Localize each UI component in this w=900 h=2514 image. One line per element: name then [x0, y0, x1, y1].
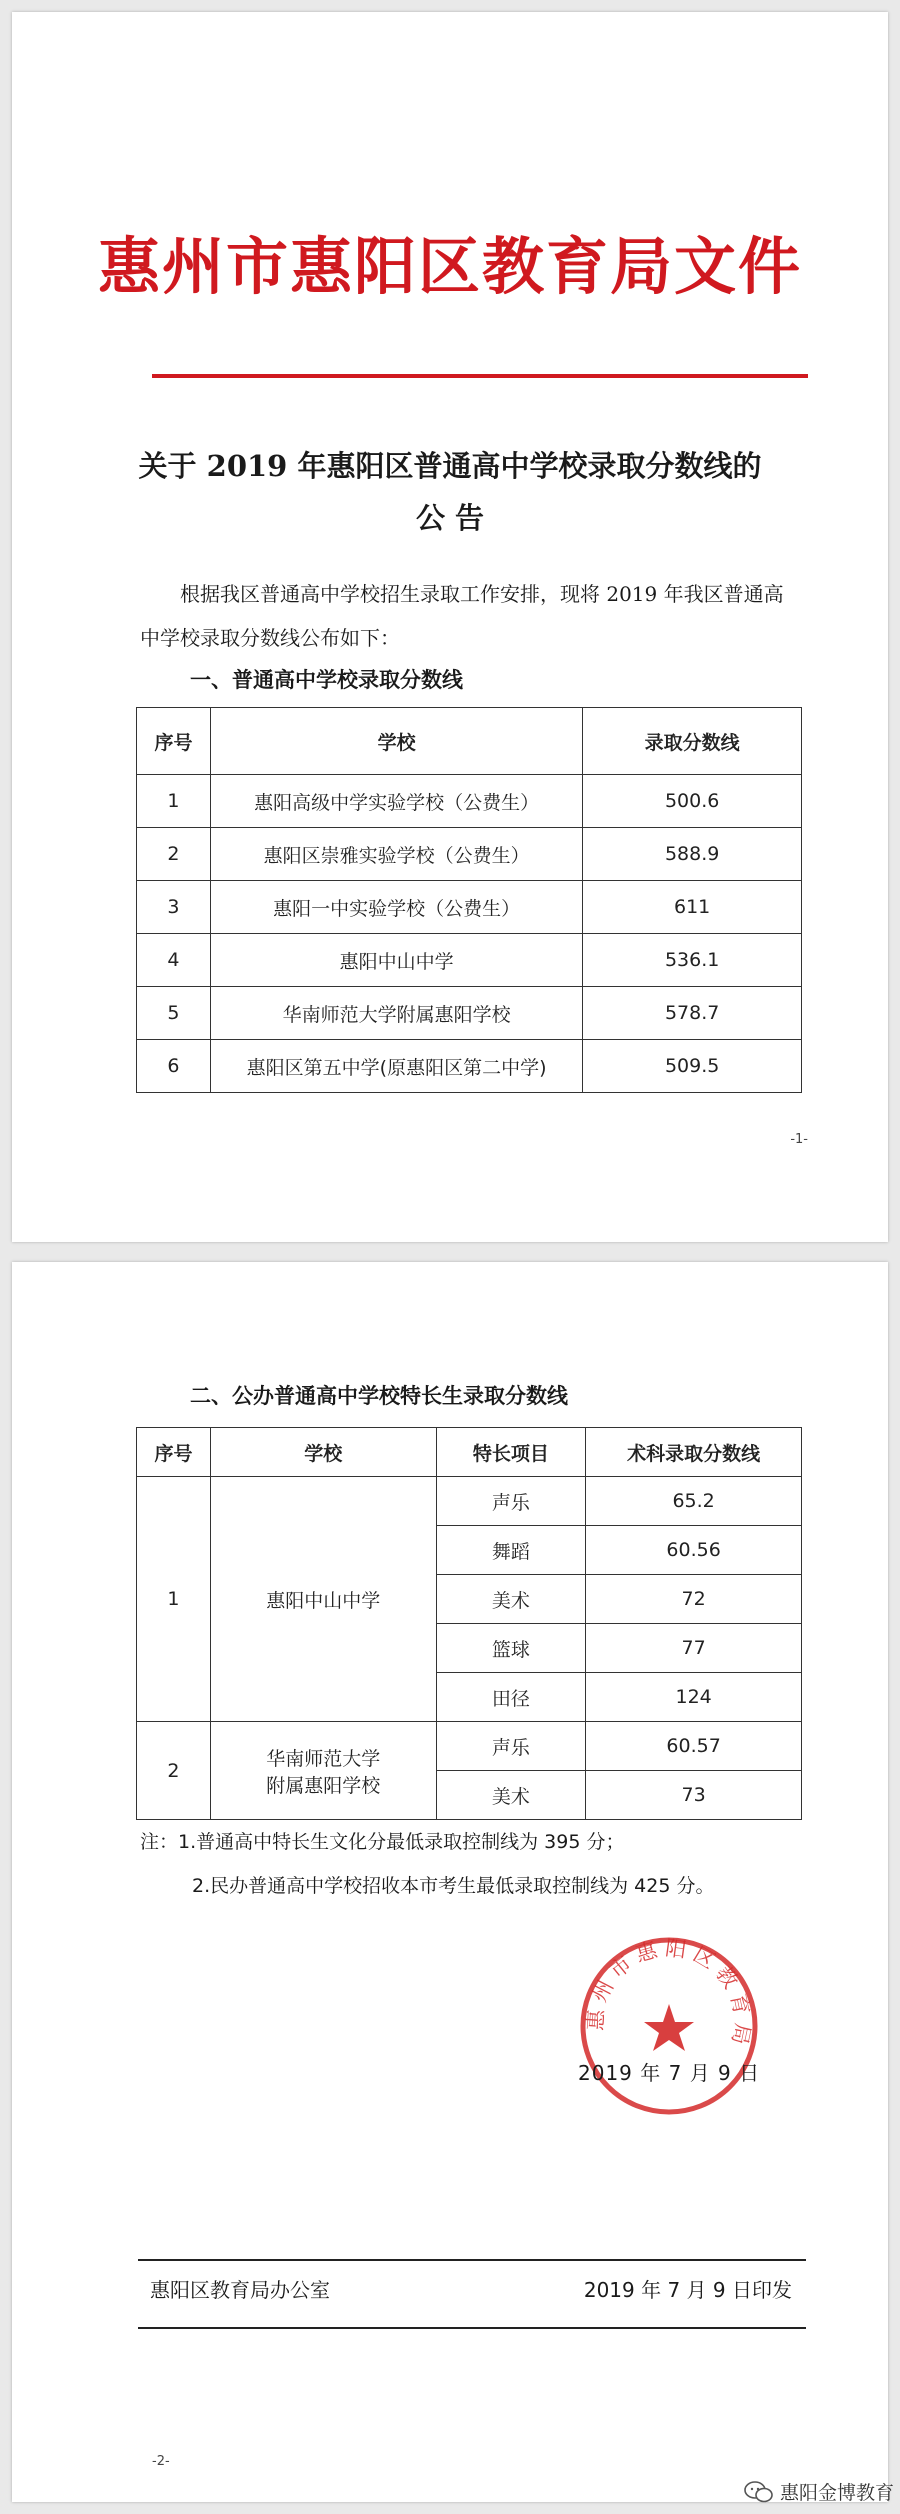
row-item: 美术: [436, 1575, 586, 1624]
page-number: -1-: [790, 1132, 808, 1147]
page-1: [12, 12, 888, 1242]
row-item: 声乐: [436, 1722, 586, 1771]
issue-date: 2019 年 7 月 9 日: [578, 2061, 761, 2085]
header-item: 特长项目: [436, 1428, 586, 1477]
row-item: 田径: [436, 1673, 586, 1722]
table-row: [137, 775, 802, 828]
table-row: [137, 881, 802, 934]
row-score: 578.7: [583, 987, 802, 1040]
table-header-row: [137, 1428, 802, 1477]
wechat-watermark: [744, 2478, 894, 2505]
note-2: 2.民办普通高中学校招收本市考生最低录取控制线为 425 分。: [192, 1875, 715, 1897]
row-item: 篮球: [436, 1624, 586, 1673]
page-2: [12, 1262, 888, 2502]
header-school: 学校: [210, 708, 582, 775]
row-score: 500.6: [583, 775, 802, 828]
title-line-2: 公 告: [415, 501, 485, 535]
row-school: 华南师范大学附属惠阳学校: [210, 987, 582, 1040]
row-no: 6: [137, 1040, 211, 1093]
svg-text:惠州市惠阳区教育局: 惠州市惠阳区教育局: [583, 1935, 755, 2053]
row-score: 60.57: [586, 1722, 802, 1771]
table-row: [137, 1722, 802, 1771]
document-header: 惠州市惠阳区教育局文件: [97, 230, 802, 303]
footer-rule-top: [138, 2259, 806, 2261]
row-score: 73: [586, 1771, 802, 1820]
row-score: 124: [586, 1673, 802, 1722]
row-score: 60.56: [586, 1526, 802, 1575]
section-1-heading: 一、普通高中学校录取分数线: [190, 668, 463, 692]
header-score: 录取分数线: [583, 708, 802, 775]
header-red-rule: [152, 374, 808, 378]
footer-office: 惠阳区教育局办公室: [150, 2278, 330, 2302]
group-school-line-2: 附属惠阳学校: [266, 1774, 381, 1797]
specialty-admission-table: [136, 1427, 802, 1820]
intro-paragraph: 根据我区普通高中学校招生录取工作安排，现将 2019 年我区普通高中学校录取分数线公布如下：: [140, 582, 784, 650]
section-2-heading: 二、公办普通高中学校特长生录取分数线: [190, 1384, 568, 1408]
row-school: 惠阳区崇雅实验学校（公费生）: [210, 828, 582, 881]
group-school: [210, 1722, 436, 1820]
row-no: 1: [137, 775, 211, 828]
table-row: [137, 1040, 802, 1093]
row-no: 2: [137, 828, 211, 881]
row-score: 509.5: [583, 1040, 802, 1093]
row-school: 惠阳区第五中学(原惠阳区第二中学): [210, 1040, 582, 1093]
title-line-1: 关于 2019 年惠阳区普通高中学校录取分数线的: [138, 449, 762, 483]
notes: [140, 1820, 840, 1908]
row-school: 惠阳中山中学: [210, 934, 582, 987]
row-score: 65.2: [586, 1477, 802, 1526]
row-score: 588.9: [583, 828, 802, 881]
page-number: -2-: [152, 2454, 170, 2469]
row-school: 惠阳高级中学实验学校（公费生）: [210, 775, 582, 828]
footer-print-date: 2019 年 7 月 9 日印发: [583, 2278, 792, 2302]
watermark-text: 惠阳金博教育: [779, 2482, 894, 2504]
table-row: [137, 934, 802, 987]
row-no: 3: [137, 881, 211, 934]
document-title: [12, 440, 888, 544]
header-no: 序号: [137, 708, 211, 775]
row-item: 舞蹈: [436, 1526, 586, 1575]
table-row: [137, 987, 802, 1040]
row-item: 声乐: [436, 1477, 586, 1526]
row-score: 72: [586, 1575, 802, 1624]
official-seal-stamp: [577, 1934, 761, 2118]
regular-admission-table: [136, 707, 802, 1093]
row-item: 美术: [436, 1771, 586, 1820]
group-no: 1: [137, 1477, 211, 1722]
row-no: 4: [137, 934, 211, 987]
row-school: 惠阳一中实验学校（公费生）: [210, 881, 582, 934]
footer-rule-bottom: [138, 2327, 806, 2329]
row-score: 536.1: [583, 934, 802, 987]
table-row: [137, 828, 802, 881]
wechat-icon: [744, 2481, 774, 2503]
table-header-row: [137, 708, 802, 775]
row-no: 5: [137, 987, 211, 1040]
group-school-line-1: 华南师范大学: [266, 1747, 381, 1770]
table-row: [137, 1477, 802, 1526]
header-score: 术科录取分数线: [586, 1428, 802, 1477]
row-score: 611: [583, 881, 802, 934]
row-score: 77: [586, 1624, 802, 1673]
header-school: 学校: [210, 1428, 436, 1477]
header-no: 序号: [137, 1428, 211, 1477]
group-school: 惠阳中山中学: [210, 1477, 436, 1722]
group-no: 2: [137, 1722, 211, 1820]
note-1: 注：1.普通高中特长生文化分最低录取控制线为 395 分；: [140, 1831, 625, 1853]
